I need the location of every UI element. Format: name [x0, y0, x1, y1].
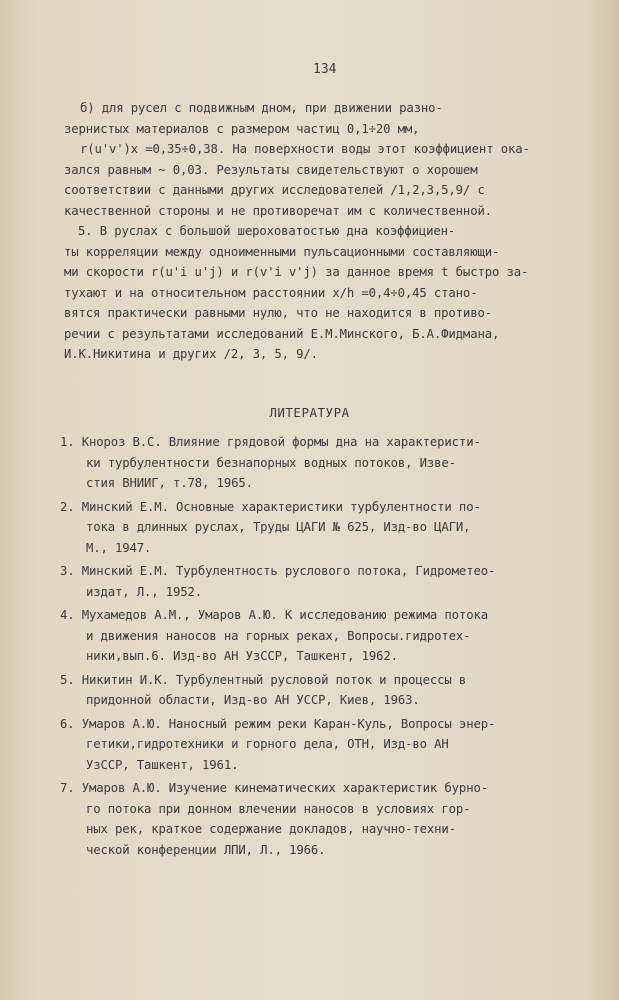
reference-line: 1. Кнороз В.С. Влияние грядовой формы дна на характеристи- [60, 435, 481, 449]
text-line: зался равным ~ 0,03. Результаты свидетельствуют о хорошем [64, 162, 478, 177]
reference-line: стия ВНИИГ, т.78, 1965. [86, 476, 253, 490]
reference-line: го потока при донном влечении наносов в условиях гор- [86, 801, 471, 816]
literature-heading: ЛИТЕРАТУРА [269, 405, 350, 420]
reference-list [60, 432, 590, 863]
reference-line: ных рек, краткое содержание докладов, научно-техни- [86, 822, 456, 836]
reference-item [60, 778, 590, 860]
reference-line: тока в длинных руслах, Труды ЦАГИ № 625, Изд-во ЦАГИ, [86, 520, 471, 534]
text-line: тухают и на относительном расстоянии x/h =0,4÷0,45 стано- [64, 285, 478, 300]
text-line: ты корреляции между одноименными пульсационными составляющи- [64, 244, 500, 259]
text-line: ми скорости r(u'i u'j) и r(v'i v'j) за данное время t быстро за- [64, 265, 529, 279]
reference-item [60, 497, 590, 559]
text-line: вятся практически равными нулю, что не находится в противо- [64, 306, 492, 320]
page-number: 134 [313, 62, 337, 77]
reference-line: 4. Мухамедов А.М., Умаров А.Ю. К исследованию режима потока [60, 608, 488, 622]
reference-line: гетики,гидротехники и горного дела, ОТН, Изд-во АН [86, 737, 449, 751]
reference-line: 5. Никитин И.К. Турбулентный русловой поток и процессы в [60, 672, 467, 687]
reference-line: ческой конференции ЛПИ, Л., 1966. [86, 842, 326, 857]
reference-line: издат, Л., 1952. [86, 584, 203, 599]
reference-line: и движения наносов на горных реках, Вопросы.гидротех- [86, 628, 471, 643]
reference-line: УзССР, Ташкент, 1961. [86, 757, 239, 772]
text-line: качественной стороны и не противоречат им с количественной. [64, 203, 492, 218]
reference-line: М., 1947. [86, 540, 152, 555]
reference-item [60, 605, 590, 667]
reference-line: 7. Умаров А.Ю. Изучение кинематических характеристик бурно- [60, 781, 488, 795]
reference-line: придонной области, Изд-во АН УССР, Киев, 1963. [86, 693, 420, 707]
text-line: 5. В руслах с большой шероховатостью дна коэффициен- [78, 224, 456, 238]
text-line: речии с результатами исследований Е.М.Минского, Б.А.Фидмана, [64, 326, 500, 341]
text-line: И.К.Никитина и других /2, 3, 5, 9/. [64, 347, 318, 361]
text-line: б) для русел с подвижным дном, при движении разно- [80, 101, 443, 115]
reference-line: 3. Минский Е.М. Турбулентность руслового потока, Гидрометео- [60, 564, 496, 578]
text-line: зернистых материалов с размером частиц 0,1÷20 мм, [64, 121, 420, 136]
reference-item [60, 670, 590, 711]
reference-item [60, 432, 590, 494]
reference-item [60, 714, 590, 776]
reference-line: ники,вып.6. Изд-во АН УзССР, Ташкент, 1962. [86, 649, 398, 663]
body-text [64, 98, 586, 365]
reference-line: ки турбулентности безнапорных водных потоков, Изве- [86, 455, 456, 470]
reference-line: 6. Умаров А.Ю. Наносный режим реки Каран-Куль, Вопросы энер- [60, 716, 496, 731]
reference-line: 2. Минский Е.М. Основные характеристики турбулентности по- [60, 499, 481, 514]
text-line: r(u'v')x =0,35÷0,38. На поверхности воды этот коэффициент ока- [80, 142, 530, 156]
text-line: соответствии с данными других исследователей /1,2,3,5,9/ с [64, 183, 485, 197]
reference-item [60, 561, 590, 602]
